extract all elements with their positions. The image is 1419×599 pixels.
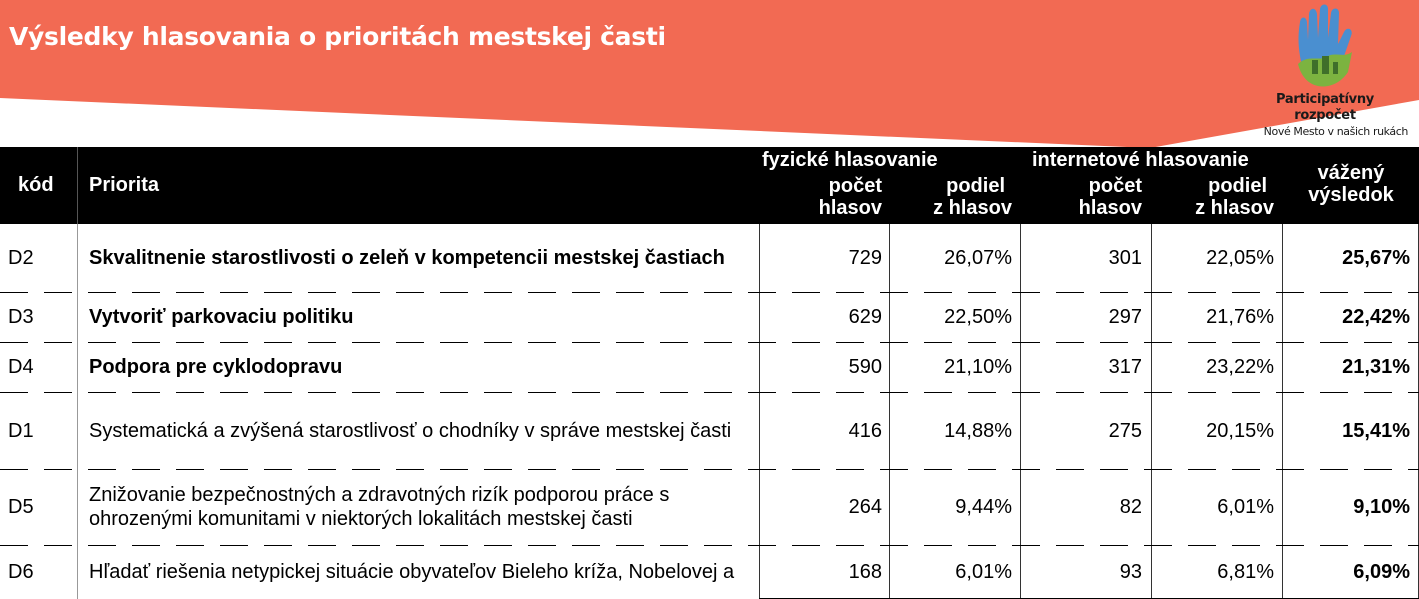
table-row — [0, 292, 1419, 342]
row-int-votes: 297 — [1108, 306, 1142, 328]
logo — [1236, 4, 1414, 144]
grid-line — [759, 224, 760, 599]
row-int-share: 23,22% — [1206, 356, 1274, 378]
table-row — [0, 545, 1419, 599]
header-divider — [77, 147, 78, 224]
table-row — [0, 342, 1419, 392]
col-header-internet-voting: internetové hlasovanie — [1032, 149, 1249, 171]
row-phys-votes: 416 — [848, 419, 882, 442]
logo-text-rozpocet: rozpočet — [1294, 108, 1356, 123]
logo-tagline: Nové Mesto v našich rukách — [1263, 125, 1408, 138]
row-phys-share: 14,88% — [944, 419, 1012, 442]
row-int-votes: 275 — [1108, 419, 1142, 442]
row-int-share: 22,05% — [1206, 247, 1274, 269]
row-code: D2 — [8, 247, 34, 269]
col-header-weighted-line1: vážený — [1317, 162, 1385, 184]
col-header-phys-votes — [760, 175, 882, 219]
row-phys-share: 26,07% — [944, 247, 1012, 269]
col-header-phys-share-line1: podiel — [946, 175, 1005, 197]
row-phys-votes: 590 — [848, 356, 882, 378]
table-row — [0, 392, 1419, 469]
row-phys-share: 9,44% — [955, 496, 1012, 518]
row-int-share: 20,15% — [1206, 419, 1274, 442]
row-weighted: 6,09% — [1353, 561, 1410, 583]
table-row — [0, 469, 1419, 545]
col-header-int-votes-line2: hlasov — [1078, 197, 1142, 219]
row-int-share: 6,81% — [1217, 561, 1274, 583]
row-code: D1 — [8, 419, 34, 442]
row-code: D3 — [8, 306, 34, 328]
row-int-votes: 82 — [1119, 496, 1142, 518]
row-priority: Vytvoriť parkovaciu politiku — [89, 306, 354, 328]
col-header-phys-votes-line1: počet — [828, 175, 882, 197]
grid-line — [1020, 224, 1021, 599]
grid-line — [1282, 224, 1283, 599]
col-header-int-votes-line1: počet — [1088, 175, 1142, 197]
col-header-physical-voting: fyzické hlasovanie — [762, 149, 938, 171]
row-divider — [0, 392, 1419, 393]
row-int-votes: 93 — [1119, 561, 1142, 583]
col-header-phys-votes-line2: hlasov — [818, 197, 882, 219]
page-title: Výsledky hlasovania o prioritách mestskej časti — [9, 22, 666, 51]
row-int-share: 6,01% — [1217, 496, 1274, 518]
col-header-phys-share-line2: z hlasov — [933, 197, 1012, 219]
grid-line — [889, 224, 890, 599]
row-priority: Znižovanie bezpečnostných a zdravotných rizík podporou práce s ohrozenými komunitami v niektorých lokalitách mestskej časti — [89, 484, 670, 530]
row-phys-votes: 629 — [848, 306, 882, 328]
row-int-share: 21,76% — [1206, 306, 1274, 328]
col-header-int-share-line2: z hlasov — [1195, 197, 1274, 219]
col-header-weighted — [1283, 162, 1419, 206]
col-header-code: kód — [18, 174, 54, 196]
row-priority: Systematická a zvýšená starostlivosť o chodníky v správe mestskej časti — [89, 419, 732, 442]
row-int-votes: 301 — [1108, 247, 1142, 269]
row-divider — [0, 545, 1419, 546]
row-phys-votes: 729 — [848, 247, 882, 269]
row-weighted: 21,31% — [1342, 356, 1410, 378]
logo-text-participativny: Participatívny — [1276, 92, 1374, 107]
row-phys-share: 6,01% — [955, 561, 1012, 583]
col-header-int-votes — [1022, 175, 1142, 219]
row-divider — [0, 469, 1419, 470]
row-priority: Skvalitnenie starostlivosti o zeleň v kompetencii mestskej častiach — [89, 247, 725, 269]
row-weighted: 15,41% — [1342, 419, 1410, 442]
results-table — [0, 147, 1419, 599]
row-weighted: 9,10% — [1353, 496, 1410, 518]
row-divider — [0, 342, 1419, 343]
col-header-int-share — [1152, 175, 1274, 219]
row-code: D4 — [8, 356, 34, 378]
row-phys-share: 22,50% — [944, 306, 1012, 328]
col-header-phys-share — [890, 175, 1012, 219]
grid-line — [77, 224, 78, 599]
row-weighted: 22,42% — [1342, 306, 1410, 328]
row-phys-votes: 168 — [848, 561, 882, 583]
row-weighted: 25,67% — [1342, 247, 1410, 269]
col-header-priority: Priorita — [89, 174, 160, 196]
row-divider — [0, 292, 1419, 293]
row-int-votes: 317 — [1108, 356, 1142, 378]
col-header-int-share-line1: podiel — [1208, 175, 1267, 197]
grid-line — [1151, 224, 1152, 599]
row-phys-votes: 264 — [848, 496, 882, 518]
row-phys-share: 21,10% — [944, 356, 1012, 378]
row-code: D5 — [8, 496, 34, 518]
row-priority: Hľadať riešenia netypickej situácie obyvateľov Bieleho kríža, Nobelovej a — [89, 561, 735, 583]
row-code: D6 — [8, 561, 34, 583]
row-priority: Podpora pre cyklodopravu — [89, 356, 343, 378]
table-header — [0, 147, 1419, 224]
table-row — [0, 224, 1419, 292]
col-header-weighted-line2: výsledok — [1308, 184, 1394, 206]
hand-icon — [1292, 4, 1358, 90]
